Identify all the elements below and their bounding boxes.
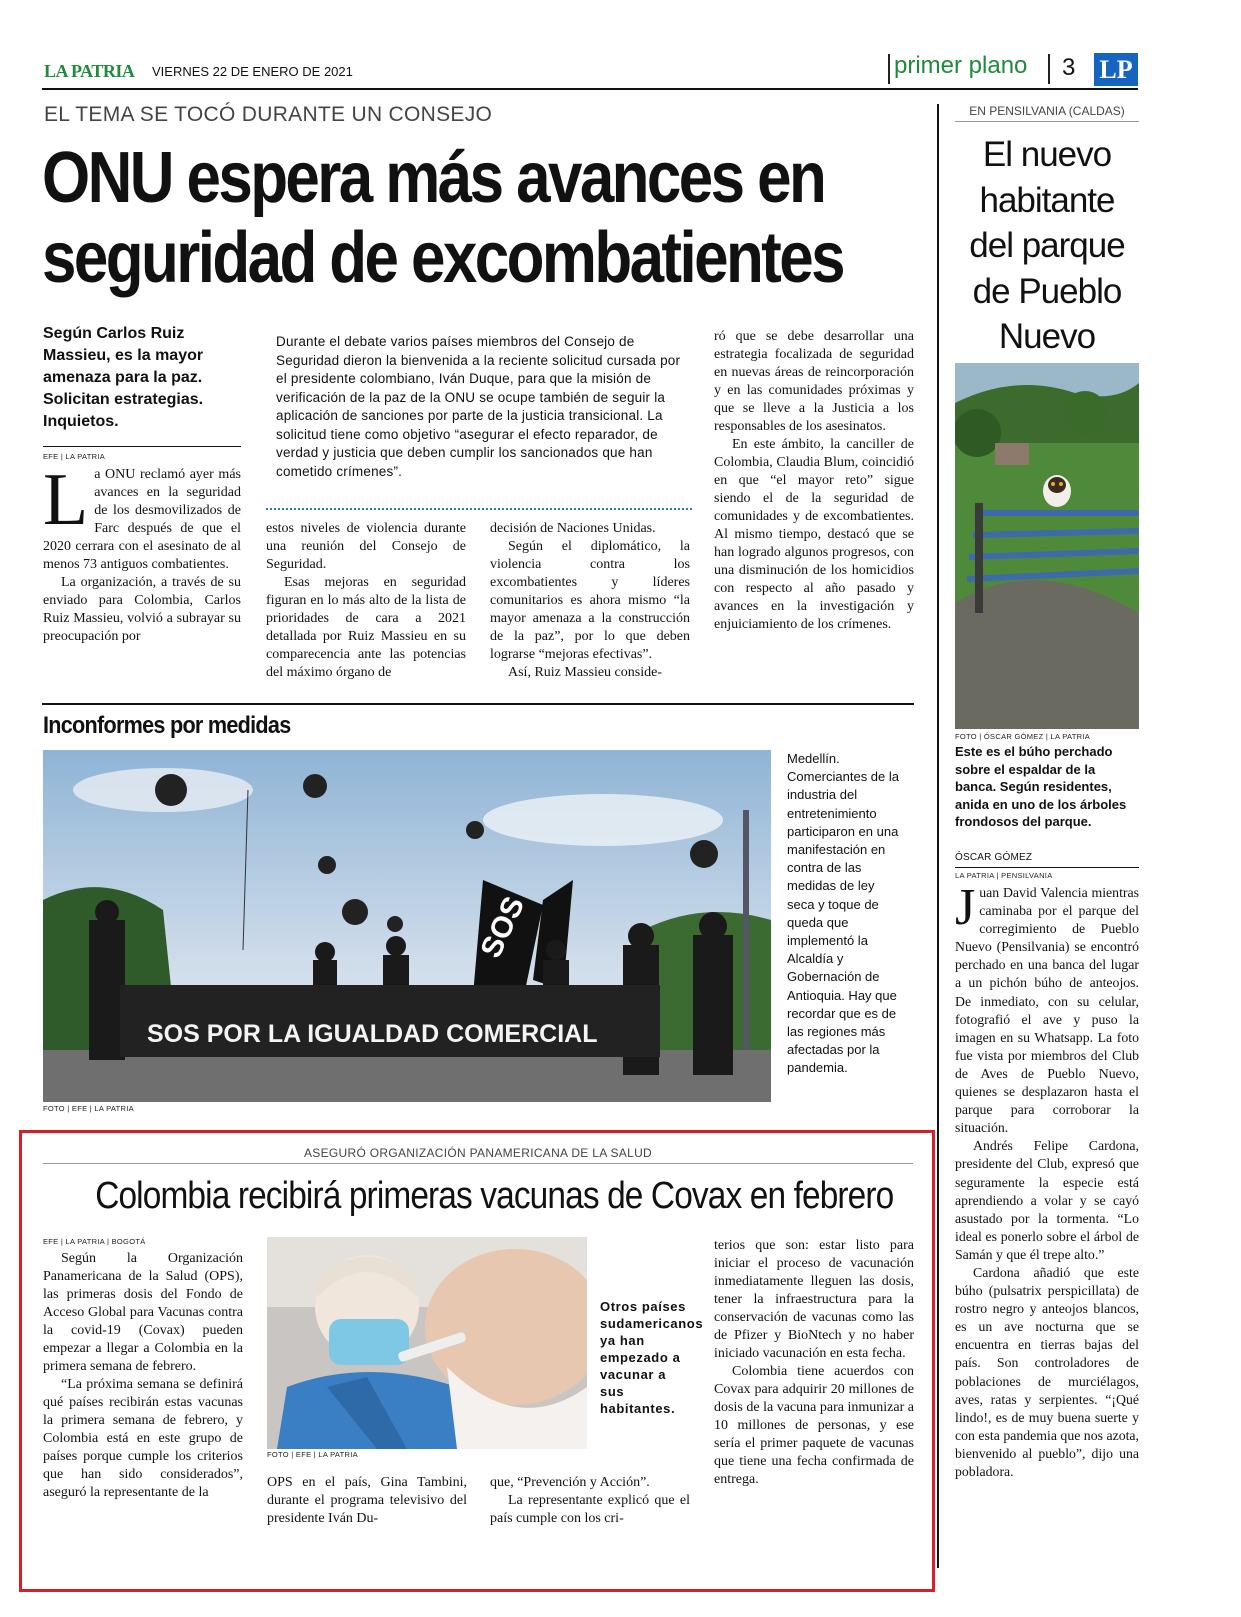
protest-photo-credit: FOTO | EFE | LA PATRIA — [43, 1104, 134, 1113]
sidebar-author-rule — [955, 867, 1139, 868]
sidebar-vertical-rule — [937, 104, 939, 1568]
main-column-1 — [43, 459, 241, 646]
protest-photo — [43, 750, 771, 1102]
pullquote-rule — [266, 508, 692, 510]
vaccination-caption: Otros países sudamericanos ya han empezado a vacunar a sus habitantes. — [600, 1299, 704, 1416]
vaccination-photo-credit: FOTO | EFE | LA PATRIA — [267, 1450, 358, 1459]
sidebar-paragraph1: uan David Valencia mientras caminaba por el parque del corregimiento de Pueblo Nuevo (Pensilvania) se encontró perchado en una banca del lugar a un pichón búho de anteojos. De inmediato, con su celular, fotografió el ave y puso la imagen en su Whatsapp. La foto fue vista por miembros del Club de Aves de Pueblo Nuevo, quienes se desplazaron hasta el parque para corroborar la situación. — [955, 885, 1139, 1136]
vaccine-col2-paragraph1: OPS en el país, Gina Tambini, durante el programa televisivo del presidente Iván Du- — [267, 1475, 467, 1526]
header-divider-right — [1048, 54, 1050, 84]
owl-photo — [955, 363, 1139, 729]
main-col2-paragraph2: Esas mejoras en seguridad figuran en lo más alto de la lista de prioridades de cara a 2021 detallada por Ruiz Massieu en su comparecencia ante las potencias del máximo órgano de — [266, 575, 466, 680]
summary-rule — [43, 446, 241, 447]
sidebar-kicker-rule — [955, 121, 1139, 122]
main-col1-paragraph1: a ONU reclamó ayer más avances en la seguridad de los desmovilizados de Farc después de que el 2020 cerrara con el asesinato de al menos 73 antiguos combatientes. — [43, 467, 241, 572]
protest-caption: Medellín. Comerciantes de la industria del entretenimiento participaron en una manifestación en contra de las medidas de ley seca y toque de queda que implementó la Alcaldía y Gobernación de Antioquia. Hay que recordar que es de las regiones más afectadas por la pandemia. — [787, 751, 899, 1076]
vaccine-kicker: ASEGURÓ ORGANIZACIÓN PANAMERICANA DE LA SALUD — [303, 1146, 653, 1160]
main-col3-paragraph2: Según el diplomático, la violencia contra los excombatientes y líderes comunitarios es ahora mismo “la mayor amenaza a la construcción de la paz”, por lo que deben lograrse “mejoras efectivas”. — [490, 539, 690, 662]
header-divider-left — [888, 54, 890, 84]
vaccination-photo — [267, 1237, 587, 1449]
vaccine-col4-paragraph2: Colombia tiene acuerdos con Covax para adquirir 20 millones de dosis de la vacuna para inmunizar a 10 millones de personas, y ese sería el primer paquete de vacunas que tiene una fecha confirmada de entrega. — [714, 1364, 914, 1487]
section-name: primer plano — [894, 52, 1028, 79]
vaccine-column-4 — [714, 1237, 914, 1489]
main-kicker: EL TEMA SE TOCÓ DURANTE UN CONSEJO — [44, 103, 493, 126]
vaccine-column-2 — [267, 1474, 467, 1528]
main-col2-paragraph1: estos niveles de violencia durante una reunión del Consejo de Seguridad. — [266, 521, 466, 572]
main-col1-paragraph2: La organización, a través de su enviado para Colombia, Carlos Ruiz Massieu, volvió a subrayar su preocupación por — [43, 575, 241, 644]
lp-logo: LP — [1094, 53, 1138, 86]
main-column-3 — [490, 520, 690, 682]
vaccine-credit: EFE | LA PATRIA | BOGOTÁ — [43, 1237, 146, 1246]
main-bottom-rule — [42, 703, 914, 705]
main-headline-line1: ONU espera más avances en — [42, 138, 825, 218]
sidebar-author-credit: LA PATRIA | PENSILVANIA — [955, 871, 1053, 880]
main-summary: Según Carlos Ruiz Massieu, es la mayor amenaza para la paz. Solicitan estrategias. Inquietos. — [43, 325, 204, 430]
main-col4-paragraph2: En este ámbito, la canciller de Colombia, Claudia Blum, coincidió en que “el mayor reto” sigue siendo el de la seguridad de comunidades y de excombatientes. Al mismo tiempo, destacó que se han logrado algunos progresos, con una disminución de los homicidios con respecto al año pasado y avances en la investigación y enjuiciamiento de los crímenes. — [714, 437, 914, 632]
sidebar-paragraph2: Andrés Felipe Cardona, presidente del Club, expresó que seguramente la especie está aprendiendo a volar y se cayó asustado por la tormenta. “Lo ideal es ponerlo sobre el árbol de Samán y que él trepe alto.” — [955, 1138, 1139, 1262]
vaccine-col1-paragraph1: Según la Organización Panamericana de la Salud (OPS), las primeras dosis del Fondo de Acceso Global para Vacunas contra la covid-19 (Covax) pueden empezar a llegar a Colombia en la primera semana de febrero. — [43, 1251, 243, 1374]
sidebar-headline: El nuevo habitante del parque de Pueblo Nuevo — [969, 135, 1125, 356]
vaccine-col4-paragraph1: terios que son: estar listo para iniciar el proceso de vacunación inmediatamente lleguen las dosis, tener la infraestructura para la conservación de vacunas como las de Pfizer y BioNtech y no haber iniciado vacunación en esta fecha. — [714, 1238, 914, 1361]
sidebar-paragraph3: Cardona añadió que este búho (pulsatrix perspicillata) de rostro negro y anteojos blancos, es un ave nocturna que se encuentra en tierras bajas del país. Son controladores de poblaciones de murciélagos, aves, ratas y serpientes. “¡Qué lindo!, es de muy buena suerte y con esta pandemia que nos azota, bienvenido al pueblo”, dijo una pobladora. — [955, 1264, 1139, 1479]
vaccine-col1-paragraph2: “La próxima semana se definirá qué países recibirán estas vacunas la primera semana de febrero, y Colombia está en este grupo de países porque cumple los criterios que han sido considerados”, aseguró la representante de la — [43, 1377, 243, 1500]
photo-story-title: Inconformes por medidas — [43, 712, 291, 739]
vaccine-kicker-rule — [43, 1163, 913, 1164]
flag-sos-text: SOS — [474, 891, 532, 963]
sidebar-kicker: EN PENSILVANIA (CALDAS) — [969, 104, 1125, 118]
page-number: 3 — [1062, 54, 1076, 81]
vaccine-col3-paragraph1: que, “Prevención y Acción”. — [490, 1475, 650, 1490]
header-rule — [42, 88, 1138, 90]
main-col4-paragraph1: ró que se debe desarrollar una estrategia focalizada de seguridad en nuevas áreas de reincorporación y en las comunidades próximas y que se lleve a la Justicia a los responsables de los asesinatos. — [714, 329, 914, 434]
vaccine-column-1 — [43, 1250, 243, 1502]
sidebar-body — [955, 879, 1139, 1481]
sidebar-author: ÓSCAR GÓMEZ — [955, 852, 1033, 863]
pullquote: Durante el debate varios países miembros del Consejo de Seguridad dieron la bienvenida a la reciente solicitud cursada por el presidente colombiano, Iván Duque, para que la misión de verificación de la paz de la ONU se ocupe también de seguir la aplicación de sanciones por parte de la justicia transicional. La solicitud tiene como objetivo “asegurar el efecto reparador, de verdad y justicia que deben cumplir los sancionados que han cometido crímenes”. — [276, 334, 681, 479]
main-col3-paragraph1: decisión de Naciones Unidas. — [490, 521, 656, 536]
main-credit: EFE | LA PATRIA — [43, 452, 106, 461]
dropcap-letter: L — [43, 459, 89, 541]
vaccine-headline: Colombia recibirá primeras vacunas de Covax en febrero — [95, 1175, 894, 1217]
edition-date: VIERNES 22 DE ENERO DE 2021 — [152, 64, 353, 79]
brand-logo-text: LA PATRIA — [44, 61, 135, 81]
main-headline-line2: seguridad de excombatientes — [42, 218, 843, 298]
owl-caption: Este es el búho perchado sobre el espaldar de la banca. Según residentes, anida en uno de los árboles frondosos del parque. — [955, 744, 1127, 829]
owl-photo-credit: FOTO | ÓSCAR GÓMEZ | LA PATRIA — [955, 732, 1090, 741]
sidebar-dropcap-letter: J — [955, 879, 976, 936]
vaccine-column-3 — [490, 1474, 690, 1528]
main-column-4 — [714, 328, 914, 634]
main-column-2 — [266, 520, 466, 682]
vaccine-col3-paragraph2: La representante explicó que el país cumple con los cri- — [490, 1493, 690, 1526]
main-col3-paragraph3: Así, Ruiz Massieu conside- — [508, 665, 662, 680]
protest-banner-text: SOS POR LA IGUALDAD COMERCIAL — [147, 1020, 598, 1048]
